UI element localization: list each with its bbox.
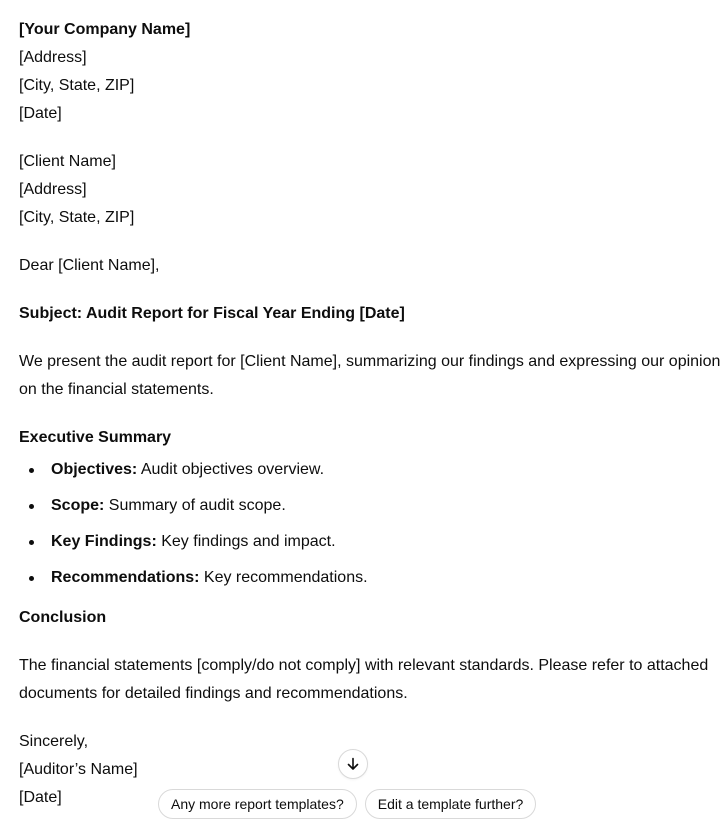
executive-summary-list <box>19 456 726 592</box>
list-item-text: Summary of audit scope. <box>104 497 286 514</box>
list-item-label: Objectives: <box>51 461 138 478</box>
recipient-address: [Address] <box>19 181 87 198</box>
list-item-label: Recommendations: <box>51 569 200 586</box>
list-item <box>19 456 726 484</box>
sender-address: [Address] <box>19 49 87 66</box>
scroll-to-bottom-button[interactable] <box>338 749 368 779</box>
recipient-city: [City, State, ZIP] <box>19 209 135 226</box>
list-item <box>19 528 726 556</box>
intro-paragraph: We present the audit report for [Client Name], summarizing our findings and expressing our opinion on the financial statements. <box>19 353 721 398</box>
suggestion-more-templates[interactable]: Any more report templates? <box>158 789 357 819</box>
list-item-label: Scope: <box>51 497 105 514</box>
sender-city: [City, State, ZIP] <box>19 77 135 94</box>
recipient-block <box>19 148 726 232</box>
sender-date: [Date] <box>19 105 62 122</box>
recipient-name: [Client Name] <box>19 153 116 170</box>
suggestion-edit-template[interactable]: Edit a template further? <box>365 789 537 819</box>
conclusion-heading: Conclusion <box>19 609 107 626</box>
sender-company: [Your Company Name] <box>19 21 191 38</box>
conclusion-paragraph: The financial statements [comply/do not comply] with relevant standards. Please refer to attached documents for detailed findings and recommendations. <box>19 657 709 702</box>
sender-block <box>19 16 726 128</box>
subject-line: Subject: Audit Report for Fiscal Year Ending [Date] <box>19 305 405 322</box>
salutation: Dear [Client Name], <box>19 257 160 274</box>
list-item-text: Key recommendations. <box>199 569 368 586</box>
list-item-text: Key findings and impact. <box>156 533 336 550</box>
executive-summary-heading: Executive Summary <box>19 429 172 446</box>
sign-off: Sincerely, <box>19 733 89 750</box>
list-item-text: Audit objectives overview. <box>137 461 325 478</box>
auditor-name: [Auditor’s Name] <box>19 761 138 778</box>
closing-date: [Date] <box>19 789 62 806</box>
letter-document <box>19 16 726 812</box>
list-item <box>19 564 726 592</box>
list-item <box>19 492 726 520</box>
list-item-label: Key Findings: <box>51 533 157 550</box>
arrow-down-icon <box>345 756 361 772</box>
suggestion-chips <box>158 789 536 819</box>
